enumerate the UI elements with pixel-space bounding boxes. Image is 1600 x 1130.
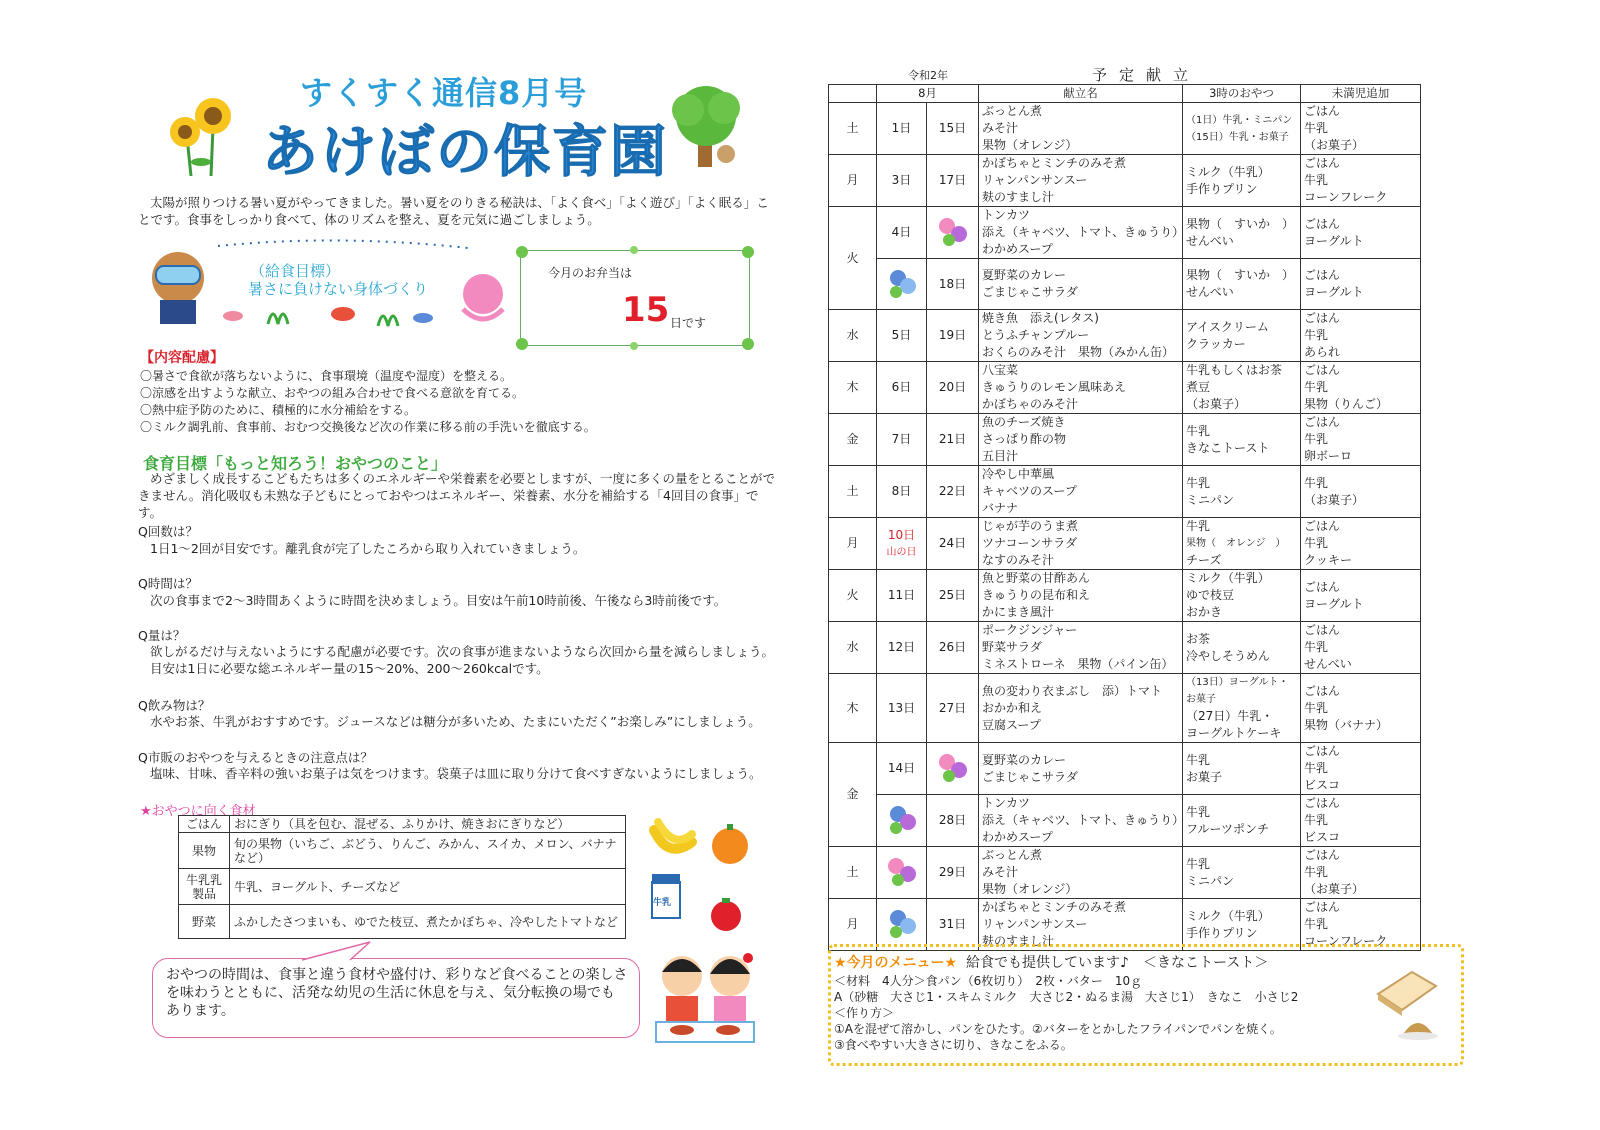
snack-cell: 牛乳 ミニパン <box>1183 466 1301 518</box>
extra-cell: ごはん 牛乳 果物（バナナ） <box>1301 674 1421 743</box>
faq-question: Q飲み物は？ <box>138 698 211 713</box>
date-2: 31日 <box>927 899 979 951</box>
lunch-goal-label: （給食目標） <box>250 262 341 280</box>
date-1: 14日 <box>877 743 927 795</box>
snack-cell: 牛乳 果物（ オレンジ ） チーズ <box>1183 518 1301 570</box>
weekday: 金 <box>829 414 877 466</box>
weekday: 土 <box>829 103 877 155</box>
date-1-holiday: 10日 山の日 <box>877 518 927 570</box>
table-row <box>829 207 1421 259</box>
date-1: 12日 <box>877 622 927 674</box>
table-row <box>829 362 1421 414</box>
food-category: 野菜 <box>179 905 230 939</box>
extra-header: 未満児追加 <box>1301 85 1421 103</box>
food-examples: 旬の果物（いちご、ぶどう、りんご、みかん、スイカ、メロン、バナナなど） <box>230 833 626 869</box>
extra-cell: ごはん 牛乳 （お菓子） <box>1301 847 1421 899</box>
date-1: 4日 <box>877 207 927 259</box>
dish-cell: 夏野菜のカレー ごまじゃこサラダ <box>979 743 1183 795</box>
date-2: 27日 <box>927 674 979 743</box>
recipe-line: ＜材料 4人分＞食パン（6枚切り） 2枚・バター 10ｇ <box>834 974 1143 988</box>
snack-cell: 牛乳 きなこトースト <box>1183 414 1301 466</box>
faq-question: Q時間は？ <box>138 576 198 591</box>
extra-cell: ごはん 牛乳 コーンフレーク <box>1301 155 1421 207</box>
snack-cell: ミルク（牛乳） 手作りプリン <box>1183 155 1301 207</box>
weekday: 火 <box>829 570 877 622</box>
bento-label: 今月のお弁当は <box>548 266 633 280</box>
menu-title: 予定献立 <box>1092 66 1201 84</box>
date-2: 17日 <box>927 155 979 207</box>
weekday: 土 <box>829 847 877 899</box>
faq-question: Q量は？ <box>138 628 186 643</box>
flower-icon <box>884 264 920 300</box>
dish-cell: トンカツ 添え（キャベツ、トマト、きゅうり） わかめスープ <box>979 795 1183 847</box>
faq-question: Q市販のおやつを与えるときの注意点は？ <box>138 750 373 765</box>
flower-icon <box>884 904 920 940</box>
snack-cell: 牛乳 お菓子 <box>1183 743 1301 795</box>
food-examples: おにぎり（具を包む、混ぜる、ふりかけ、焼きおにぎりなど） <box>230 816 626 833</box>
table-row <box>829 899 1421 951</box>
date-1: 11日 <box>877 570 927 622</box>
recipe-title <box>834 952 1268 972</box>
care-item: 〇暑さで食欲が落ちないように、食事環境（温度や湿度）を整える。 <box>140 369 513 383</box>
date-2: 21日 <box>927 414 979 466</box>
bento-suffix: 日です <box>670 316 707 330</box>
care-item: 〇熱中症予防のために、積極的に水分補給をする。 <box>140 403 417 417</box>
faq-answer: 次の食事まで2～3時間あくように時間を決めましょう。目安は午前10時前後、午後なら3時前後です。 <box>150 593 727 608</box>
flower-cell <box>927 207 979 259</box>
food-education-body: めざましく成長するこどもたちは多くのエネルギーや栄養素を必要としますが、一度に多くの量をとることができません。消化吸収も未熟な子どもにとっておやつはエネルギー、栄養素、水分を補給する「4回目の食事」です。 <box>138 471 776 520</box>
weekday: 月 <box>829 518 877 570</box>
care-title: 【内容配慮】 <box>140 350 224 366</box>
snack-cell: ミルク（牛乳） 手作りプリン <box>1183 899 1301 951</box>
extra-cell: ごはん 牛乳 コーンフレーク <box>1301 899 1421 951</box>
dish-cell: 八宝菜 きゅうりのレモン風味あえ かぼちゃのみそ汁 <box>979 362 1183 414</box>
faq-question: Q回数は？ <box>138 524 198 539</box>
children-eating-illustration <box>654 948 758 1044</box>
flower-icon <box>935 212 971 248</box>
extra-cell: ごはん 牛乳 ビスコ <box>1301 795 1421 847</box>
snack-header: 3時のおやつ <box>1183 85 1301 103</box>
dish-header: 献立名 <box>979 85 1183 103</box>
date-2: 24日 <box>927 518 979 570</box>
date-2: 15日 <box>927 103 979 155</box>
table-row <box>829 155 1421 207</box>
faq-answer: 塩味、甘味、香辛料の強いお菓子は気をつけます。袋菓子は皿に取り分けて食べすぎないようにしましょう。 <box>150 766 762 781</box>
recipe-line: ③食べやすい大きさに切り、きなこをふる。 <box>834 1038 1073 1052</box>
flower-icon <box>935 748 971 784</box>
table-row <box>829 259 1421 310</box>
snack-cell: （13日）ヨーグルト・お菓子 （27日）牛乳・ ヨーグルトケーキ <box>1183 674 1301 743</box>
era-year: 令和2年 <box>908 69 948 82</box>
care-item: 〇ミルク調乳前、食事前、おむつ交換後など次の作業に移る前の手洗いを徹底する。 <box>140 420 596 434</box>
bubble-text: おやつの時間は、食事と違う食材や盛付け、彩りなど食べることの楽しさを味わうとともに、活発な幼児の生活に休息を与え、気分転換の場でもあります。 <box>166 967 628 1019</box>
table-row <box>829 103 1421 155</box>
weekday-header <box>829 85 877 103</box>
table-row <box>829 466 1421 518</box>
food-examples: ふかしたさつまいも、ゆでた枝豆、煮たかぼちゃ、冷やしたトマトなど <box>230 905 626 939</box>
snack-cell: 果物（ すいか ） せんべい <box>1183 207 1301 259</box>
dish-cell: 焼き魚 添え(レタス) とうふチャンプルー おくらのみそ汁 果物（みかん缶） <box>979 310 1183 362</box>
care-item: 〇涼感を出すような献立、おやつの組み合わせで食べる意欲を育てる。 <box>140 386 525 400</box>
flower-icon <box>884 800 920 836</box>
date-2: 19日 <box>927 310 979 362</box>
milk-carton-label: 牛乳 <box>653 898 672 908</box>
flower-cell <box>877 795 927 847</box>
date-2: 22日 <box>927 466 979 518</box>
weekday: 月 <box>829 155 877 207</box>
monthly-menu-table <box>828 84 1421 951</box>
recipe-line: ＜作り方＞ <box>834 1006 895 1020</box>
flower-icon <box>884 852 920 888</box>
dish-cell: トンカツ 添え（キャベツ、トマト、きゅうり） わかめスープ <box>979 207 1183 259</box>
date-2: 18日 <box>927 259 979 310</box>
tree-illustration <box>664 84 750 170</box>
food-education-title: 食育目標「もっと知ろう！おやつのこと」 <box>143 454 448 473</box>
snack-cell: 牛乳 フルーツポンチ <box>1183 795 1301 847</box>
table-row <box>829 310 1421 362</box>
extra-cell: ごはん ヨーグルト <box>1301 570 1421 622</box>
fruit-illustrations <box>648 812 758 942</box>
dish-cell: 冷やし中華風 キャベツのスープ バナナ <box>979 466 1183 518</box>
weekday: 水 <box>829 310 877 362</box>
snack-cell: ミルク（牛乳） ゆで枝豆 おかき <box>1183 570 1301 622</box>
snack-cell: 果物（ すいか ） せんべい <box>1183 259 1301 310</box>
recipe-line: ①Aを混ぜて溶かし、パンをひたす。②バターをとかしたフライパンでパンを焼く。 <box>834 1022 1282 1036</box>
dish-cell: ぶっとん煮 みそ汁 果物（オレンジ） <box>979 103 1183 155</box>
table-row <box>829 847 1421 899</box>
snack-foods-title: ★おやつに向く食材 <box>140 804 256 819</box>
weekday: 火 <box>829 207 877 310</box>
weekday: 月 <box>829 899 877 951</box>
weekday: 水 <box>829 622 877 674</box>
dish-cell: かぼちゃとミンチのみそ煮 リャンパンサンスー 麸のすまし汁 <box>979 155 1183 207</box>
snack-cell: 牛乳 ミニパン <box>1183 847 1301 899</box>
faq-answer: 1日1～2回が目安です。離乳食が完了したころから取り入れていきましょう。 <box>150 541 586 556</box>
flower-cell <box>877 899 927 951</box>
date-1: 6日 <box>877 362 927 414</box>
date-2: 28日 <box>927 795 979 847</box>
lunch-goal-text: 暑さに負けない身体づくり <box>248 280 429 298</box>
table-row <box>829 414 1421 466</box>
table-row <box>829 570 1421 622</box>
dish-cell: 魚のチーズ焼き さっぱり酢の物 五目汁 <box>979 414 1183 466</box>
dish-cell: 魚と野菜の甘酢あん きゅうりの昆布和え かにまき風汁 <box>979 570 1183 622</box>
snack-foods-table <box>178 815 626 939</box>
newsletter-title: すくすく通信8月号 <box>300 74 588 112</box>
snack-cell: アイスクリーム クラッカー <box>1183 310 1301 362</box>
extra-cell: ごはん 牛乳 （お菓子） <box>1301 103 1421 155</box>
dish-cell: ぶっとん煮 みそ汁 果物（オレンジ） <box>979 847 1183 899</box>
flower-cell <box>927 743 979 795</box>
bubble-tail <box>300 940 380 962</box>
snack-cell: （1日）牛乳・ミニパン （15日）牛乳・お菓子 <box>1183 103 1301 155</box>
date-2: 25日 <box>927 570 979 622</box>
extra-cell: ごはん 牛乳 クッキー <box>1301 518 1421 570</box>
table-row <box>829 622 1421 674</box>
table-row <box>829 743 1421 795</box>
month-header: 8月 <box>877 85 979 103</box>
nursery-name: あけぼの保育園 <box>262 120 668 185</box>
table-row <box>829 795 1421 847</box>
date-2: 26日 <box>927 622 979 674</box>
extra-cell: ごはん ヨーグルト <box>1301 207 1421 259</box>
table-header-row <box>829 85 1421 103</box>
table-row <box>179 869 626 905</box>
table-row <box>829 674 1421 743</box>
dish-cell: ポークジンジャー 野菜サラダ ミネストローネ 果物（パイン缶） <box>979 622 1183 674</box>
date-1: 5日 <box>877 310 927 362</box>
intro-paragraph: 太陽が照りつける暑い夏がやってきました。暑い夏をのりきる秘訣は、「よく食べ」「よく遊び」「よく眠る」ことです。食事をしっかり食べて、体のリズムを整え、夏を元気に過ごしましょう。 <box>138 195 769 227</box>
toast-illustration <box>1372 966 1448 1042</box>
weekday: 土 <box>829 466 877 518</box>
table-row <box>179 833 626 869</box>
date-1: 1日 <box>877 103 927 155</box>
dish-cell: 夏野菜のカレー ごまじゃこサラダ <box>979 259 1183 310</box>
food-category: ごはん <box>179 816 230 833</box>
faq-answer: 水やお茶、牛乳がおすすめです。ジュースなどは糖分が多いため、たまにいただく”お楽しみ”にしましょう。 <box>150 714 761 729</box>
date-2: 20日 <box>927 362 979 414</box>
extra-cell: 牛乳 （お菓子） <box>1301 466 1421 518</box>
dish-cell: じゃが芋のうま煮 ツナコーンサラダ なすのみそ汁 <box>979 518 1183 570</box>
table-row <box>179 905 626 939</box>
weekday: 金 <box>829 743 877 847</box>
bento-day-count: 15 <box>622 290 670 330</box>
weekday: 木 <box>829 674 877 743</box>
extra-cell: ごはん 牛乳 あられ <box>1301 310 1421 362</box>
weekday: 木 <box>829 362 877 414</box>
food-category: 牛乳乳製品 <box>179 869 230 905</box>
date-1: 8日 <box>877 466 927 518</box>
recipe-title-star: ★今月のメニュー★ <box>834 955 958 971</box>
snack-cell: 牛乳もしくはお茶 煮豆 （お菓子） <box>1183 362 1301 414</box>
recipe-title-rest: 給食でも提供しています♪ ＜きなこトースト＞ <box>966 955 1269 971</box>
food-category: 果物 <box>179 833 230 869</box>
extra-cell: ごはん 牛乳 せんべい <box>1301 622 1421 674</box>
sunflower-illustration <box>165 92 245 178</box>
extra-cell: ごはん 牛乳 果物（りんご） <box>1301 362 1421 414</box>
faq-answer: 欲しがるだけ与えないようにする配慮が必要です。次の食事が進まないようなら次回から量を減らしましょう。目安は1日に必要な総エネルギー量の15～20%、200～260kcalです。 <box>150 644 775 676</box>
table-row <box>829 518 1421 570</box>
date-1: 7日 <box>877 414 927 466</box>
extra-cell: ごはん 牛乳 卵ボーロ <box>1301 414 1421 466</box>
date-1: 13日 <box>877 674 927 743</box>
food-examples: 牛乳、ヨーグルト、チーズなど <box>230 869 626 905</box>
date-1: 3日 <box>877 155 927 207</box>
snack-cell: お茶 冷やしそうめん <box>1183 622 1301 674</box>
recipe-line: A（砂糖 大さじ1・スキムミルク 大さじ2・ぬるま湯 大さじ1） きなこ 小さじ2 <box>834 990 1299 1004</box>
flower-cell <box>877 259 927 310</box>
table-row <box>179 816 626 833</box>
extra-cell: ごはん 牛乳 ビスコ <box>1301 743 1421 795</box>
date-2: 29日 <box>927 847 979 899</box>
flower-cell <box>877 847 927 899</box>
dish-cell: 魚の変わり衣まぶし 添）トマト おかか和え 豆腐スープ <box>979 674 1183 743</box>
extra-cell: ごはん ヨーグルト <box>1301 259 1421 310</box>
dish-cell: かぼちゃとミンチのみそ煮 リャンパンサンスー 麸のすまし汁 <box>979 899 1183 951</box>
